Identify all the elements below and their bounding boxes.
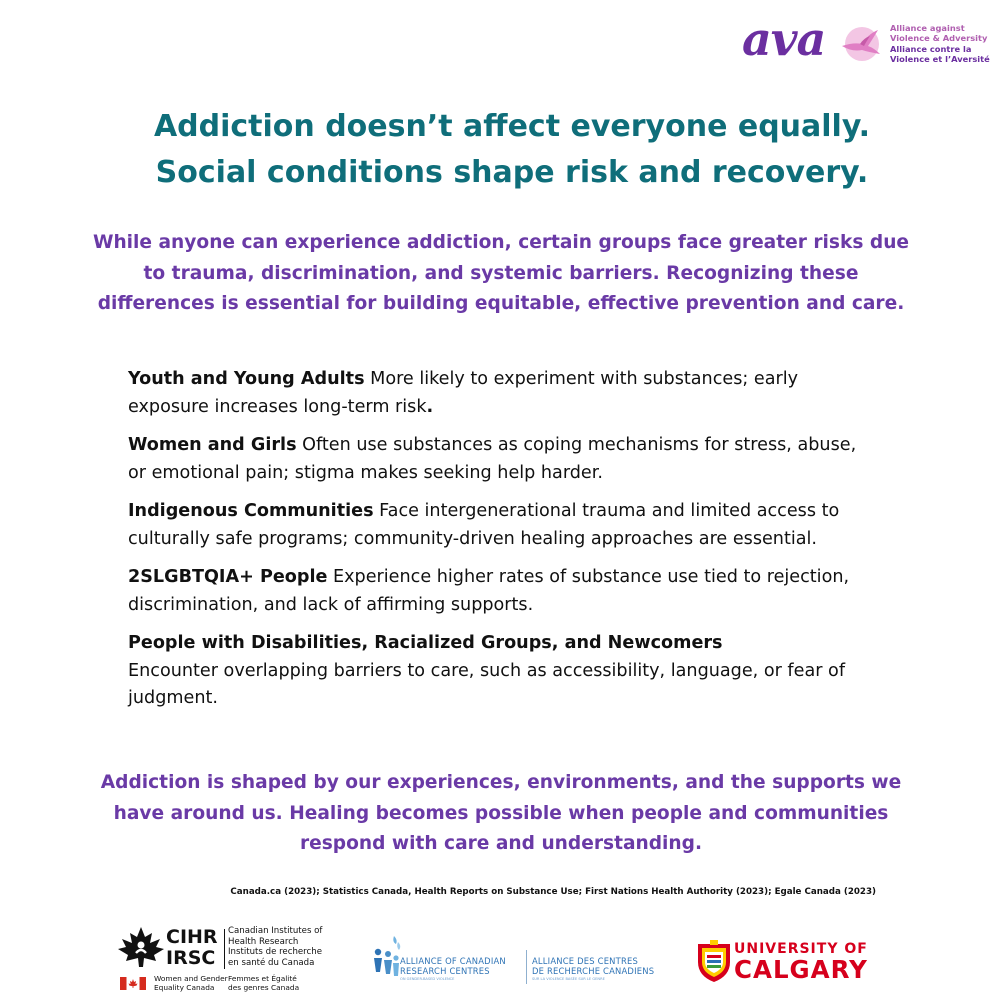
ucalgary-line-2: CALGARY: [734, 955, 868, 984]
group-name: Women and Girls: [128, 435, 297, 455]
acrc-divider: [526, 950, 527, 984]
title-line-1: Addiction doesn’t affect everyone equally.: [153, 109, 871, 144]
bird-icon: [838, 24, 882, 64]
cihr-acronym-fr: IRSC: [166, 947, 216, 969]
cihr-name-line: Instituts de recherche: [228, 947, 322, 957]
ava-org-names: [890, 23, 992, 64]
wage-line: Equality Canada: [154, 982, 215, 992]
cihr-name-line: Health Research: [228, 936, 299, 947]
cihr-names: [228, 926, 323, 968]
acrc-line: DE RECHERCHE CANADIENS: [532, 966, 655, 976]
cihr-name-line: Canadian Institutes of: [228, 926, 323, 936]
group-description: Experience higher rates of substance use tied to rejection, discrimination, and lack of affirming supports.: [128, 567, 850, 615]
cihr-acronym-en: CIHR: [166, 926, 218, 948]
group-name: Indigenous Communities: [128, 501, 374, 521]
ava-logo: [742, 12, 992, 68]
cihr-acronyms: [166, 927, 222, 969]
group-name: People with Disabilities, Racialized Groups, and Newcomers: [128, 633, 723, 653]
ava-name-line: Alliance against: [890, 23, 965, 33]
ava-name-line: Violence et l’Aversité: [890, 53, 990, 64]
acrc-line: ALLIANCE OF CANADIAN: [400, 956, 506, 966]
conclusion-paragraph: Addiction is shaped by our experiences, environments, and the supports we have around us. Healing becomes possible when people and communities respond with care and understanding.: [100, 772, 902, 854]
wage-line: Femmes et Égalité: [228, 974, 297, 983]
group-name: 2SLGBTQIA+ People: [128, 567, 328, 587]
wage-line: des genres Canada: [228, 982, 300, 992]
ava-wordmark: ava: [742, 12, 826, 66]
group-description: More likely to experiment with substances; early exposure increases long-term risk: [128, 369, 799, 417]
group-description: Encounter overlapping barriers to care, such as accessibility, language, or fear of judgment.: [128, 660, 846, 708]
people-figures-icon: [368, 932, 404, 990]
wage-name-fr: [228, 975, 318, 992]
ava-name-line: Violence & Adversity: [890, 33, 988, 44]
group-name: Youth and Young Adults: [128, 369, 365, 389]
sources-citation: Canada.ca (2023); Statistics Canada, Health Reports on Substance Use; First Nations Health Authority (2023); Egale Canada (2023): [230, 887, 876, 897]
canada-flag-icon: [120, 977, 146, 990]
wage-name-en: [154, 974, 228, 992]
ucalgary-line-1: UNIVERSITY OF: [734, 941, 868, 957]
cihr-name-line: en santé du Canada: [228, 957, 315, 968]
acrc-subline: SUR LA VIOLENCE BASÉE SUR LE GENRE: [532, 977, 605, 981]
group-end-mark: .: [426, 396, 434, 417]
acrc-name-en: [400, 956, 522, 982]
cihr-logo: [116, 925, 321, 995]
maple-leaf-people-icon: [116, 925, 166, 969]
ucalgary-logo: [696, 940, 871, 986]
group-item-youth: [128, 366, 878, 421]
group-item-indigenous: [128, 498, 878, 553]
group-item-2slgbtqia: [128, 564, 878, 619]
cihr-divider: [224, 929, 225, 969]
group-description: Face intergenerational trauma and limited access to culturally safe programs; community-driven healing approaches are essential.: [128, 501, 840, 549]
title-line-2: Social conditions shape risk and recovery.: [155, 155, 869, 190]
acrc-line: ALLIANCE DES CENTRES: [532, 956, 638, 966]
acrc-logo: [368, 932, 656, 990]
group-item-women: [128, 432, 878, 487]
intro-paragraph: While anyone can experience addiction, certain groups face greater risks due to trauma, discrimination, and systemic barriers. Recognizing these differences is essential for building equitable, effective prevention and care.: [92, 232, 910, 314]
group-description: Often use substances as coping mechanisms for stress, abuse, or emotional pain; stigma makes seeking help harder.: [128, 435, 857, 483]
page-title: [40, 104, 984, 196]
acrc-line: RESEARCH CENTRES: [400, 966, 490, 976]
ava-name-line: Alliance contre la: [890, 43, 972, 54]
group-item-disabilities: [128, 630, 878, 713]
wage-line: Women and Gender: [154, 974, 228, 983]
crest-shield-icon: [696, 940, 732, 984]
acrc-subline: ON GENDER-BASED VIOLENCE: [400, 977, 455, 981]
acrc-name-fr: [532, 956, 656, 982]
risk-groups-list: [128, 366, 878, 724]
